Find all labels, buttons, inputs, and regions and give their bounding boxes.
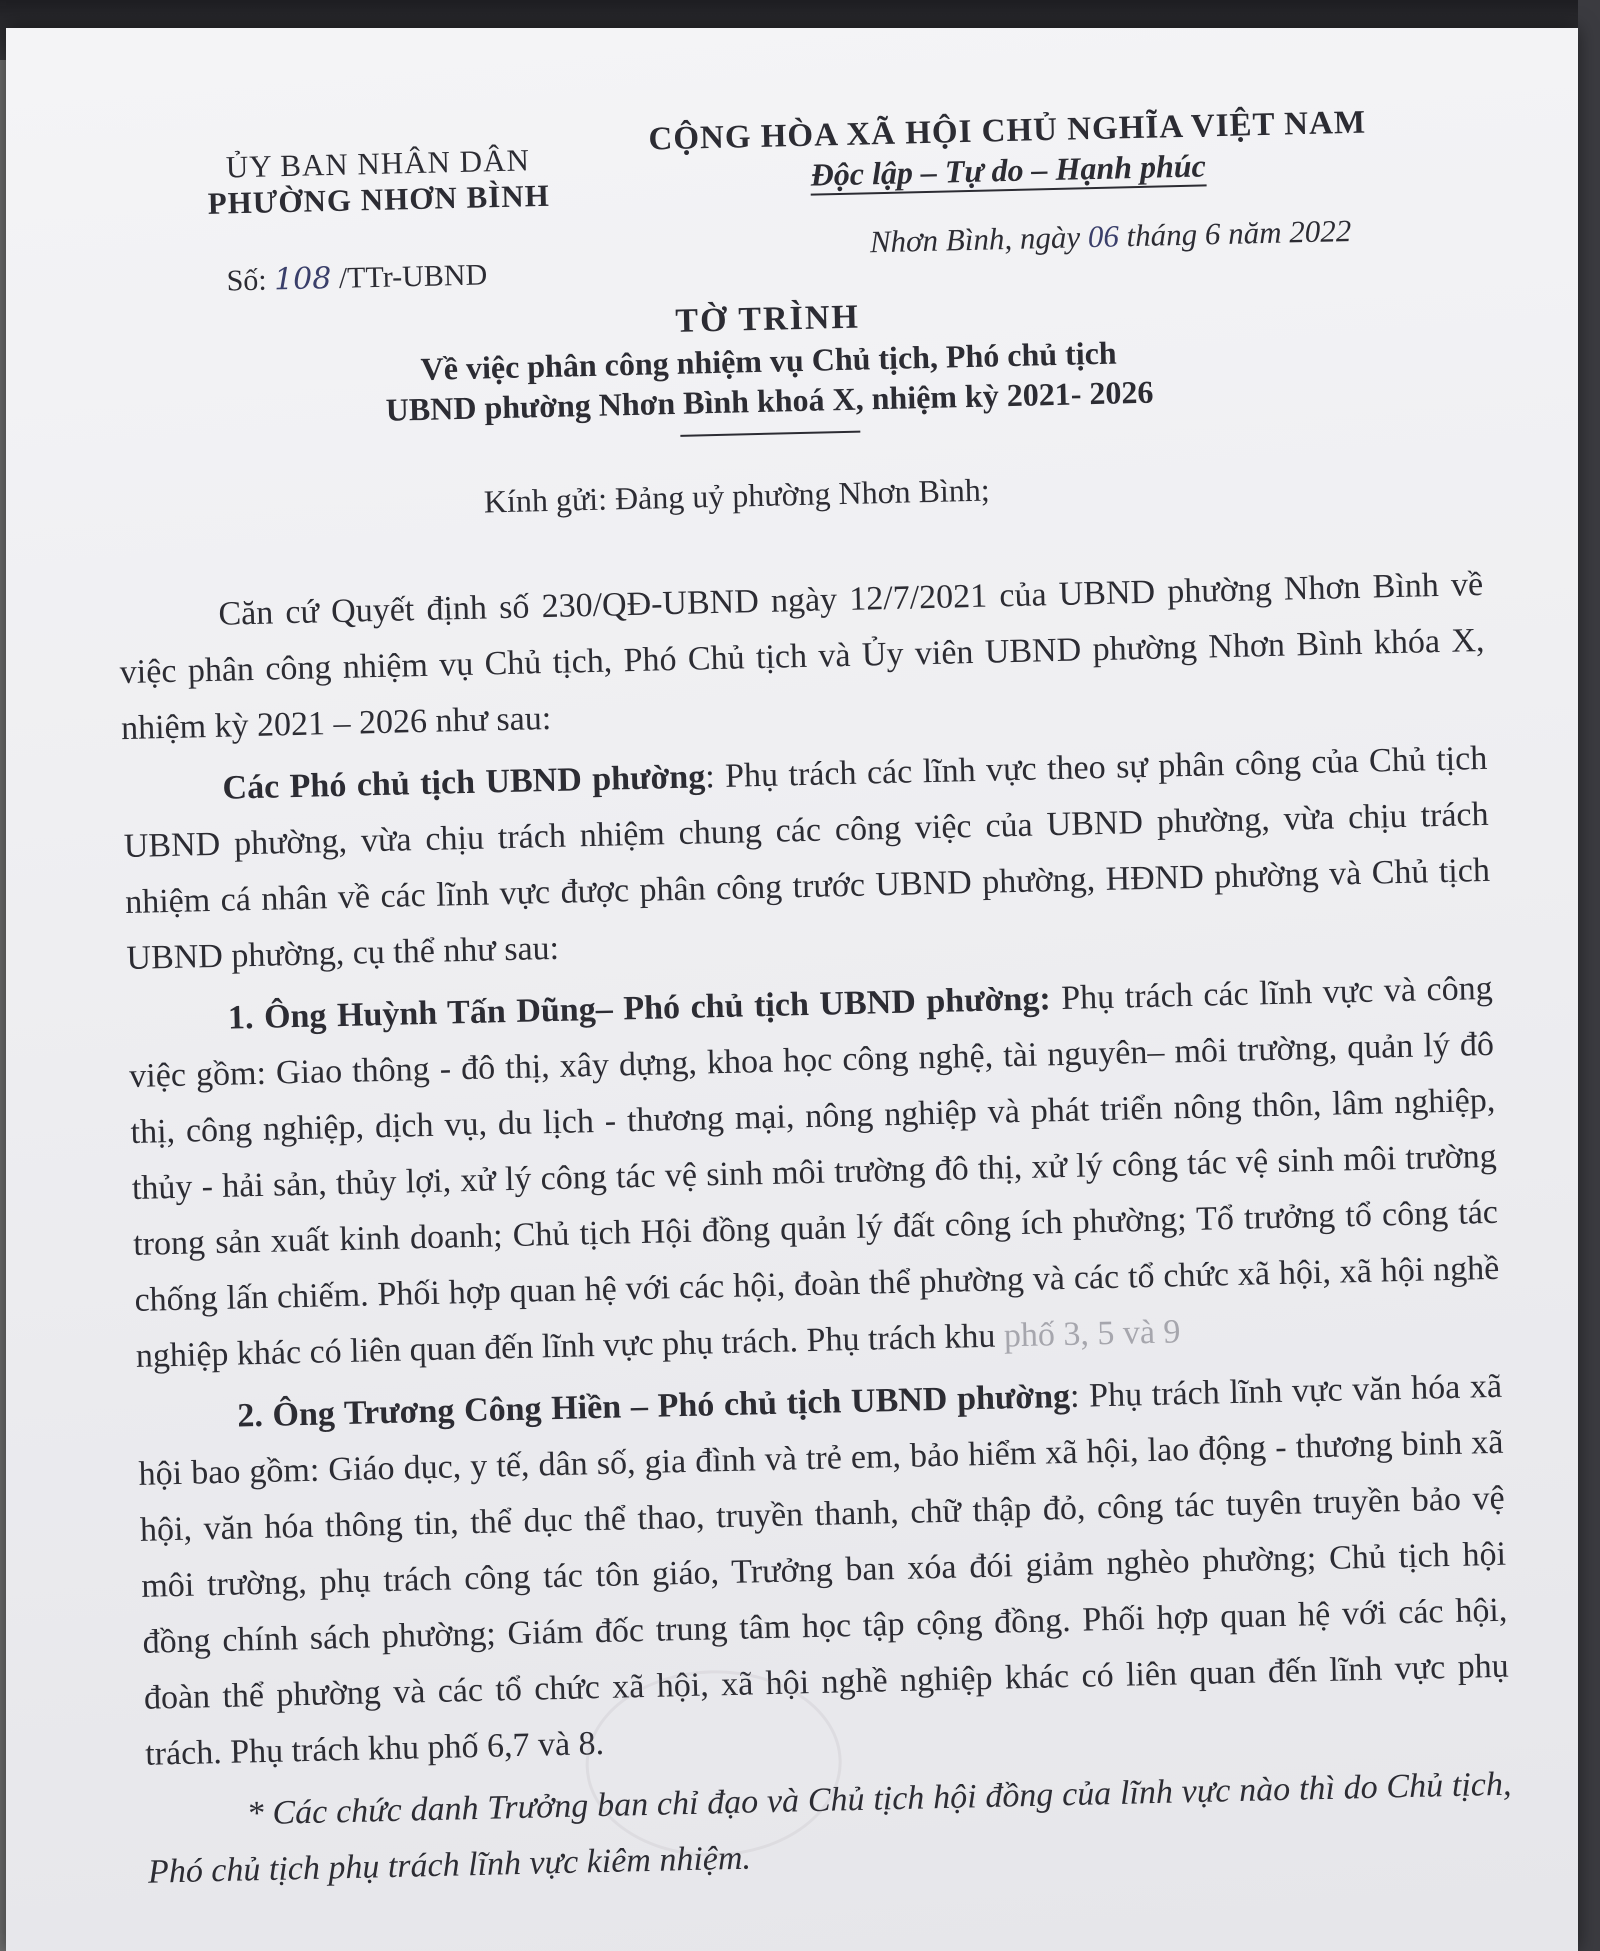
subject-line-2: UBND phường Nhơn Bình khoá X, nhiệm kỳ 2021- 2026 bbox=[385, 373, 1154, 428]
item-1-heading: 1. Ông Huỳnh Tấn Dũng– Phó chủ tịch UBND phường: bbox=[227, 980, 1052, 1037]
paragraph-item-1 bbox=[127, 961, 1501, 1385]
national-motto: Độc lập – Tự do – Hạnh phúc bbox=[810, 146, 1206, 195]
agency-line-2: PHƯỜNG NHƠN BÌNH bbox=[207, 177, 551, 221]
national-title: CỘNG HÒA XÃ HỘI CHỦ NGHĨA VIỆT NAM bbox=[648, 104, 1367, 158]
document-title-block bbox=[287, 287, 1250, 446]
date-prefix: Nhơn Bình, ngày bbox=[869, 219, 1089, 260]
background-right bbox=[1578, 0, 1600, 1951]
vice-chairs-text: : Phụ trách các lĩnh vực theo sự phân công của Chủ tịch UBND phường, vừa chịu trách nhiệm chung các công việc của UBND phường, vừa chịu trách nhiệm cá nhân về các lĩnh vực được phân công trước UBND phường, HĐND phường và Chủ tịch UBND phường, cụ thể như sau: bbox=[123, 739, 1491, 978]
docno-suffix: /TTr-UBND bbox=[330, 258, 488, 295]
item-1-text: Phụ trách các lĩnh vực và công việc gồm: Giao thông - đô thị, xây dựng, khoa học công nghệ, tài nguyên– môi trường, quản lý đô thị, công nghiệp, dịch vụ, du lịch - thương mại, nông nghiệp và phát triển nông thôn, lâm nghiệp, thủy - hải sản, thủy lợi, xử lý công tác vệ sinh môi trường đô thị, xử lý công tác vệ sinh môi trường trong sản xuất kinh doanh; Chủ tịch Hội đồng quản lý đất công ích phường; Tổ trưởng tổ công tác chống lấn chiếm. Phối hợp quan hệ với các hội, đoàn thể phường và các tổ chức xã hội, xã hội nghề nghiệp khác có liên quan đến lĩnh vực phụ trách. Phụ trách khu bbox=[128, 969, 1500, 1375]
document-type: TỜ TRÌNH bbox=[674, 298, 861, 340]
docno-handwritten: 108 bbox=[273, 261, 332, 298]
date-suffix: tháng 6 năm 2022 bbox=[1118, 212, 1352, 254]
document-content bbox=[6, 28, 1578, 1951]
paragraph-basis: Căn cứ Quyết định số 230/QĐ-UBND ngày 12/7/2021 của UBND phường Nhơn Bình về việc phân công nhiệm vụ Chủ tịch, Phó Chủ tịch và Ủy viên UBND phường Nhơn Bình khóa X, nhiệm kỳ 2021 – 2026 như sau: bbox=[119, 565, 1485, 748]
vice-chairs-heading: Các Phó chủ tịch UBND phường bbox=[222, 758, 706, 807]
document-page bbox=[6, 28, 1578, 1951]
recipient-line: Kính gửi: Đảng uỷ phường Nhơn Bình; bbox=[483, 471, 991, 520]
place-date bbox=[869, 213, 1351, 260]
paragraph-note: * Các chức danh Trưởng ban chỉ đạo và Chủ tịch hội đồng của lĩnh vực nào thì do Chủ tịch, Phó chủ tịch phụ trách lĩnh vực kiêm nhiệm. bbox=[147, 1765, 1512, 1891]
issuing-agency bbox=[188, 141, 570, 222]
subject-line-1: Về việc phân công nhiệm vụ Chủ tịch, Phó chủ tịch bbox=[420, 334, 1117, 387]
paragraph-vice-chairs bbox=[122, 731, 1492, 987]
national-header bbox=[627, 102, 1389, 200]
docno-prefix: Số: bbox=[226, 263, 275, 298]
title-underline bbox=[680, 431, 860, 437]
item-2-heading: 2. Ông Trương Công Hiền – Phó chủ tịch UBND phường bbox=[236, 1377, 1071, 1435]
item-2-text: : Phụ trách lĩnh vực văn hóa xã hội bao gồm: Giáo dục, y tế, dân số, gia đình và trẻ em, bảo hiểm xã hội, lao động - thương binh xã hội, văn hóa thông tin, thể dục thể thao, truyền thanh, chữ thập đỏ, công tác tuyên truyền bảo vệ môi trường, phụ trách công tác tôn giáo, Trưởng ban xóa đói giảm nghèo phường; Chủ tịch hội đồng chính sách phường; Giám đốc trung tâm học tập cộng đồng. Phối hợp quan hệ với các hội, đoàn thể phường và các tổ chức xã hội, xã hội nghề nghiệp khác có liên quan đến lĩnh vực phụ trách. Phụ trách khu phố 6,7 và 8. bbox=[138, 1367, 1510, 1773]
document-number bbox=[226, 257, 487, 298]
document-body bbox=[118, 557, 1514, 1907]
date-day-handwritten: 06 bbox=[1087, 218, 1120, 255]
item-1-faded-text: phố 3, 5 và 9 bbox=[1003, 1313, 1181, 1355]
agency-line-1: ỦY BAN NHÂN DÂN bbox=[225, 142, 531, 185]
